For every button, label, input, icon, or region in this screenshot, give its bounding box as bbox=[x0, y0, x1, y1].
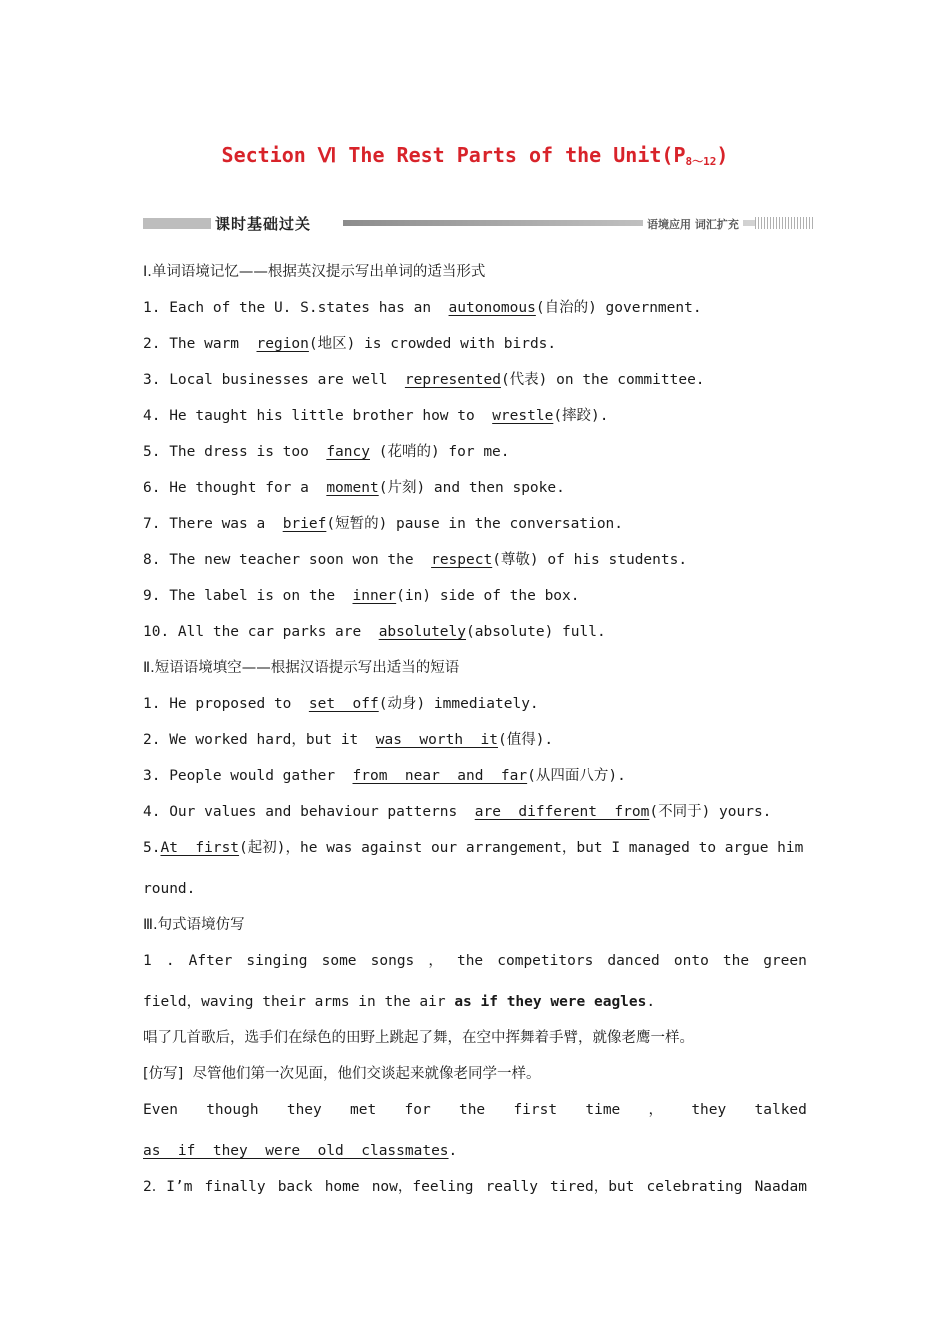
part2-item: 5.At first(起初)，he was against our arrangement，but I managed to argue him bbox=[143, 840, 804, 856]
banner-hatch-decoration bbox=[755, 217, 813, 229]
imitate-answer-line1: Even though they met for the first time ， they talked bbox=[143, 1102, 807, 1118]
part2-item: 2. We worked hard，but it was worth it(值得). bbox=[143, 732, 554, 748]
part1-item: 4. He taught his little brother how to wrestle(摔跤). bbox=[143, 408, 609, 424]
imitate-answer-line2: as if they were old classmates. bbox=[143, 1143, 458, 1159]
example1-line1: 1 . After singing some songs ， the competitors danced onto the green bbox=[143, 953, 807, 969]
banner-right-text: 语境应用 词汇扩充 bbox=[643, 216, 743, 232]
example2-line1: 2．I’m finally back home now，feeling really tired，but celebrating Naadam bbox=[143, 1179, 807, 1195]
part1-item: 9. The label is on the inner(in) side of the box. bbox=[143, 588, 580, 604]
part1-item: 10. All the car parks are absolutely(absolute) full. bbox=[143, 624, 606, 640]
answer-blank: inner bbox=[352, 588, 397, 604]
example1-translation: 唱了几首歌后，选手们在绿色的田野上跳起了舞，在空中挥舞着手臂，就像老鹰一样。 bbox=[143, 1030, 694, 1046]
title-close: ) bbox=[716, 143, 729, 167]
example1-line2: field，waving their arms in the air as if they were eagles. bbox=[143, 994, 656, 1010]
answer-blank: represented bbox=[404, 372, 501, 388]
imitate-prompt: [仿写] 尽管他们第一次见面，他们交谈起来就像老同学一样。 bbox=[143, 1066, 541, 1082]
answer-blank: fancy bbox=[326, 444, 370, 460]
answer-blank: set off bbox=[308, 696, 379, 712]
page-title bbox=[0, 143, 950, 169]
part2-item: 3. People would gather from near and far(从四面八方). bbox=[143, 768, 626, 784]
title-main: Section Ⅵ The Rest Parts of the Unit(P bbox=[221, 143, 686, 167]
part1-item: 1. Each of the U. S.states has an autonomous(自治的) government. bbox=[143, 300, 702, 316]
part2-item: 4. Our values and behaviour patterns are different from(不同于) yours. bbox=[143, 804, 772, 820]
banner-bar-left bbox=[143, 218, 211, 229]
part2-item-continuation: round. bbox=[143, 881, 196, 897]
title-page-range: 8～12 bbox=[685, 155, 717, 168]
answer-blank: autonomous bbox=[448, 300, 536, 316]
answer-blank: At first bbox=[160, 840, 240, 856]
part1-item: 7. There was a brief(短暂的) pause in the conversation. bbox=[143, 516, 624, 532]
key-structure: as if they were eagles bbox=[454, 994, 647, 1010]
answer-blank: as if they were old classmates bbox=[143, 1143, 449, 1159]
part1-heading: Ⅰ.单词语境记忆——根据英汉提示写出单词的适当形式 bbox=[143, 264, 486, 280]
part3-heading: Ⅲ.句式语境仿写 bbox=[143, 917, 245, 933]
answer-blank: moment bbox=[326, 480, 379, 496]
banner-label: 课时基础过关 bbox=[215, 215, 312, 233]
answer-blank: respect bbox=[431, 552, 493, 568]
part1-item: 6. He thought for a moment(片刻) and then spoke. bbox=[143, 480, 565, 496]
section-banner bbox=[143, 213, 813, 235]
part1-item: 8. The new teacher soon won the respect(尊敬) of his students. bbox=[143, 552, 688, 568]
answer-blank: was worth it bbox=[375, 732, 498, 748]
part1-item: 2. The warm region(地区) is crowded with birds. bbox=[143, 336, 557, 352]
part2-item: 1. He proposed to set off(动身) immediately. bbox=[143, 696, 539, 712]
answer-blank: absolutely bbox=[378, 624, 467, 640]
part1-item: 5. The dress is too fancy (花哨的) for me. bbox=[143, 444, 510, 460]
part1-item: 3. Local businesses are well represented(代表) on the committee. bbox=[143, 372, 705, 388]
part2-heading: Ⅱ.短语语境填空——根据汉语提示写出适当的短语 bbox=[143, 660, 460, 676]
answer-blank: brief bbox=[282, 516, 327, 532]
answer-blank: from near and far bbox=[352, 768, 528, 784]
answer-blank: region bbox=[256, 336, 309, 352]
answer-blank: are different from bbox=[474, 804, 650, 820]
answer-blank: wrestle bbox=[492, 408, 554, 424]
imitate-label: [仿写] bbox=[143, 1066, 184, 1082]
